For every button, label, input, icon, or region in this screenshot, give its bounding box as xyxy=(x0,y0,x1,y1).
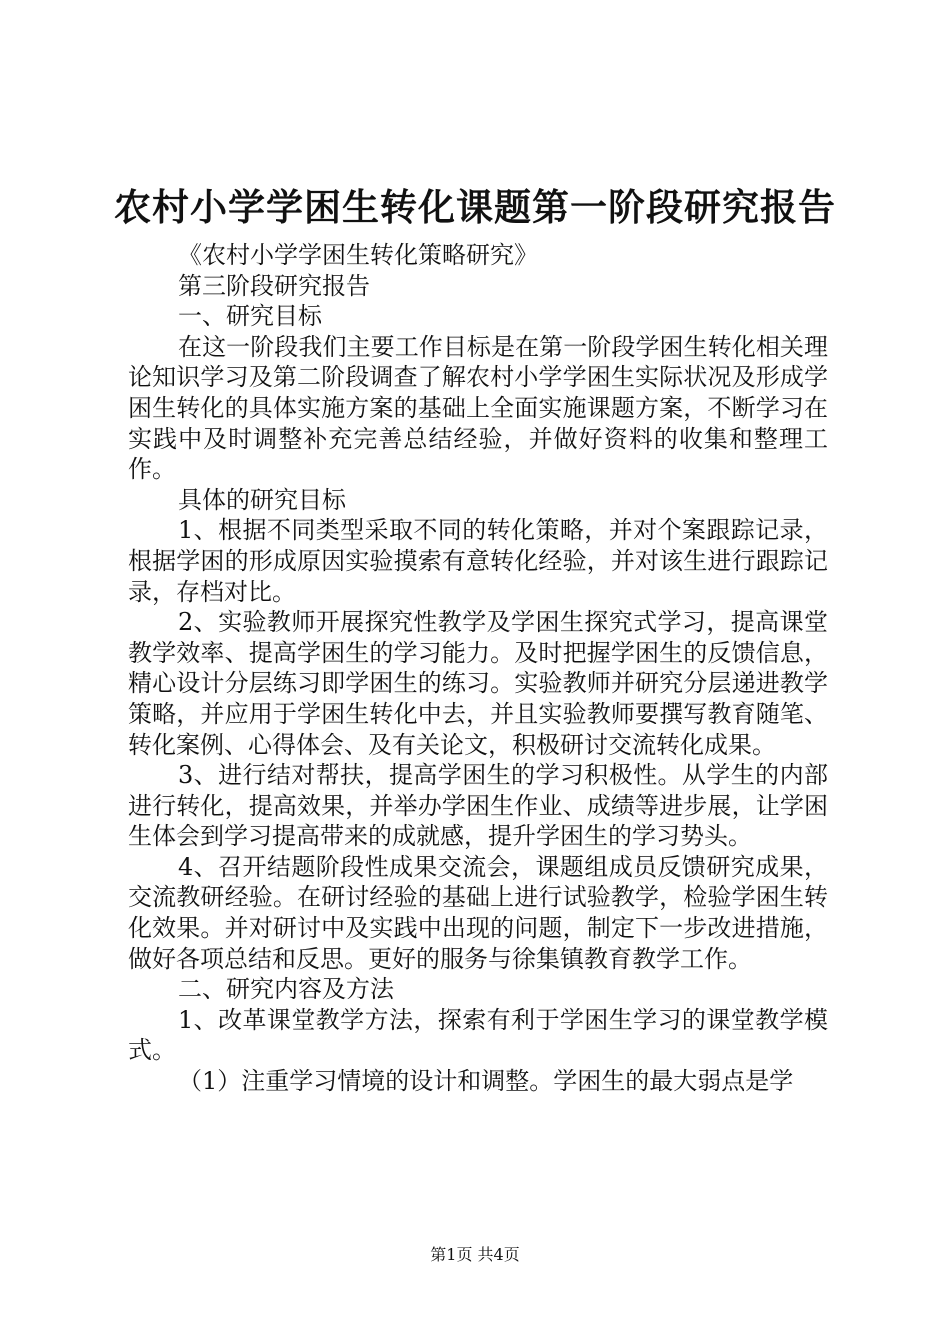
paragraph-goal-3: 3、进行结对帮扶，提高学困生的学习积极性。从学生的内部进行转化，提高效果，并举办学困生作业、成绩等进步展，让学困生体会到学习提高带来的成就感，提升学困生的学习势头。 xyxy=(128,761,828,851)
paragraph-report-stage: 第三阶段研究报告 xyxy=(178,271,370,300)
heading-content-methods: 二、研究内容及方法 xyxy=(178,975,394,1004)
paragraph-goals-overview: 在这一阶段我们主要工作目标是在第一阶段学困生转化相关理论知识学习及第二阶段调查了解农村小学学困生实际状况及形成学困生转化的具体实施方案的基础上全面实施课题方案，不断学习在实践中及时调整补充完善总结经验，并做好资料的收集和整理工作。 xyxy=(128,332,828,484)
page-number: 第1页 共4页 xyxy=(430,1245,520,1264)
document-title: 农村小学学困生转化课题第一阶段研究报告 xyxy=(114,186,836,229)
heading-specific-goals: 具体的研究目标 xyxy=(178,485,346,514)
paragraph-method-1-1: （1）注重学习情境的设计和调整。学困生的最大弱点是学 xyxy=(178,1067,794,1096)
paragraph-method-1: 1、改革课堂教学方法，探索有利于学困生学习的课堂教学模式。 xyxy=(128,1005,828,1065)
heading-research-goals: 一、研究目标 xyxy=(178,302,322,331)
document-body xyxy=(128,240,828,1097)
paragraph-goal-4: 4、召开结题阶段性成果交流会，课题组成员反馈研究成果，交流教研经验。在研讨经验的基础上进行试验教学，检验学困生转化效果。并对研讨中及实践中出现的问题，制定下一步改进措施，做好各项总结和反思。更好的服务与徐集镇教育教学工作。 xyxy=(128,852,828,973)
paragraph-goal-2: 2、实验教师开展探究性教学及学困生探究式学习，提高课堂教学效率、提高学困生的学习能力。及时把握学困生的反馈信息，精心设计分层练习即学困生的练习。实验教师并研究分层递进教学策略，并应用于学困生转化中去，并且实验教师要撰写教育随笔、转化案例、心得体会、及有关论文，积极研讨交流转化成果。 xyxy=(128,608,828,759)
paragraph-project-name: 《农村小学学困生转化策略研究》 xyxy=(178,241,538,269)
paragraph-goal-1: 1、根据不同类型采取不同的转化策略，并对个案跟踪记录，根据学困的形成原因实验摸索有意转化经验，并对该生进行跟踪记录，存档对比。 xyxy=(128,516,828,606)
